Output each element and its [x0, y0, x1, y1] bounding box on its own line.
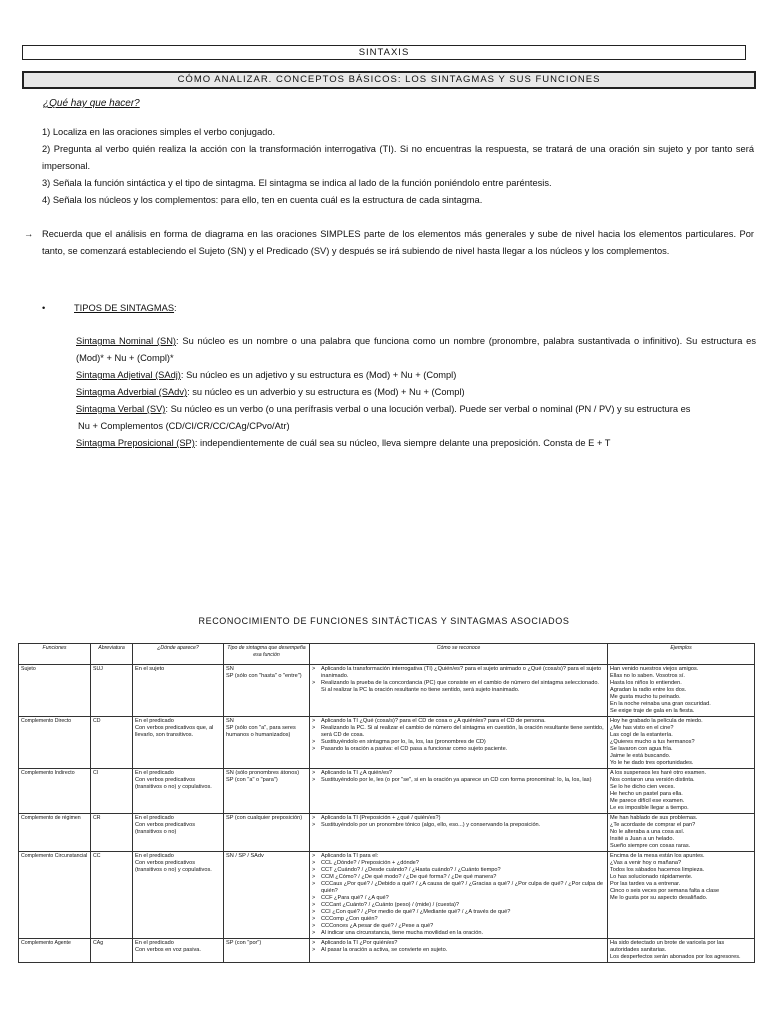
sintagma-definitions [76, 333, 756, 452]
function-cell [19, 939, 91, 963]
cell-line: Jaime le está buscando. [610, 753, 671, 759]
cell-line: SP (sólo con "a", para seres humanos o humanizados) [226, 725, 296, 738]
question-heading: ¿Qué hay que hacer? [43, 98, 140, 109]
how-list [312, 940, 605, 954]
cell-line: ¿Quieres mucho a tus hermanos? [610, 739, 695, 745]
reminder-note [24, 226, 754, 260]
how-list [312, 770, 605, 784]
cell-line: Sujeto [21, 666, 36, 672]
cell-line: Se lavaron con agua fría. [610, 746, 673, 752]
table-row [19, 665, 755, 717]
header-cell: Abreviatura [91, 644, 133, 665]
arrow-icon: → [24, 229, 34, 239]
cell-line: CI [93, 770, 99, 776]
cell-line: > Al pasar la oración a activa, se convierte en sujeto. [312, 947, 605, 954]
cell-line: Me lo gusta por su aspecto desaliñado. [610, 895, 708, 901]
tipo-cell [224, 939, 310, 963]
steps-list [42, 124, 754, 209]
sintagma-desc: : Su núcleo es un nombre o una palabra que funciona como un nombre (pronombre, palabra sustantivada o infinitivo). Su estructura es (Mod)* + Nu + (Compl)* [76, 336, 756, 363]
cell-line: En el predicado [135, 770, 174, 776]
function-cell [19, 769, 91, 814]
cell-line: > CCF ¿Para qué? / ¿A qué? [312, 895, 605, 902]
cell-line: > Aplicando la TI ¿A quién/es? [312, 770, 605, 777]
header-cell: Funciones [19, 644, 91, 665]
document-title: SINTAXIS [22, 45, 746, 60]
table-header-row [19, 644, 755, 665]
cell-line: Complemento Agente [21, 940, 71, 946]
examples-cell [608, 769, 755, 814]
cell-line: Complemento Indirecto [21, 770, 75, 776]
cell-line: > CCConces ¿A pesar de qué? / ¿Pese a qué? [312, 923, 605, 930]
cell-line: CD [93, 718, 101, 724]
examples-cell [608, 665, 755, 717]
cell-line: > Aplicando la TI ¿Por quién/es? [312, 940, 605, 947]
table-row [19, 814, 755, 852]
how-list [312, 666, 605, 694]
sintagma-desc: : independientemente de cuál sea su núcleo, lleva siempre delante una preposición. Consta de E + T [194, 438, 611, 448]
reminder-text: Recuerda que el análisis en forma de diagrama en las oraciones SIMPLES parte de los elementos más generales y sube de nivel hacia los elementos particulares. Por tanto, se comenzará estableciendo el Sujeto (SN) y el Predicado (SV) y después se irá subiendo de nivel hasta llegar a los núcleos y los complementos. [42, 229, 754, 256]
cell-line: Los desperfectos serán abonados por los agresores. [610, 954, 741, 960]
examples-cell [608, 939, 755, 963]
where-cell [133, 939, 224, 963]
sintagma-item [76, 367, 756, 384]
cell-line: No le alteraba a una cosa así. [610, 829, 685, 835]
how-list [312, 853, 605, 937]
where-cell [133, 814, 224, 852]
cell-line: Se exige traje de gala en la fiesta. [610, 708, 695, 714]
sintagma-desc: : Su núcleo es un adjetivo y su estructura es (Mod) + Nu + (Compl) [180, 370, 457, 380]
function-cell [19, 852, 91, 939]
cell-line: > Sustituyéndolo por le, les (o por "se", si en la oración ya aparece un CD con forma pronominal: lo, la, los, las) [312, 777, 605, 784]
examples-cell [608, 814, 755, 852]
sintagma-extra: Nu + Complementos (CD/CI/CR/CC/CAg/CPvo/Atr) [78, 421, 290, 431]
header-cell: ¿Dónde aparece? [133, 644, 224, 665]
cell-line: Lo has solucionado rápidamente. [610, 874, 693, 880]
sintagma-desc: : Su núcleo es un verbo (o una perífrasis verbal o una locución verbal). Puede ser verbal o nominal (PN / PV) y su estructura es [165, 404, 691, 414]
cell-line: En el sujeto [135, 666, 165, 672]
cell-line: CR [93, 815, 101, 821]
sintagma-name: Sintagma Adverbial (SAdv) [76, 387, 188, 397]
tipo-cell [224, 769, 310, 814]
table-row [19, 769, 755, 814]
cell-line: SP (sólo con "hasta" o "entre") [226, 673, 302, 679]
how-cell [310, 852, 608, 939]
cell-line: A los suspensos les haré otro examen. [610, 770, 707, 776]
functions-table [18, 643, 755, 963]
cell-line: Las cogí de la estantería. [610, 732, 673, 738]
table-row [19, 939, 755, 963]
cell-line: > Al indicar una circunstancia, tiene mucha movilidad en la oración. [312, 930, 605, 937]
cell-line: > CCL ¿Dónde? / Preposición + ¿dónde? [312, 860, 605, 867]
tipo-cell [224, 665, 310, 717]
how-cell [310, 939, 608, 963]
header-cell: Tipo de sintagma que desempeña esa función [224, 644, 310, 665]
cell-line: SN / SP / SAdv [226, 853, 264, 859]
cell-line: SP (con "a" o "para") [226, 777, 278, 783]
sintagma-item [76, 333, 756, 367]
examples-cell [608, 717, 755, 769]
cell-line: Complemento Directo [21, 718, 72, 724]
tipo-cell [224, 852, 310, 939]
cell-line: Con verbos predicativos (transitivos o no) y copulativos. [135, 777, 212, 790]
cell-line: Con verbos en voz pasiva. [135, 947, 201, 953]
cell-line: Con verbos predicativos (transitivos o no) [135, 822, 196, 835]
cell-line: > Sustituyéndolo por un pronombre tónico (algo, ello, eso...) y conservando la preposición. [312, 822, 605, 829]
abbr-cell [91, 939, 133, 963]
cell-line: > CCComp ¿Con quién? [312, 916, 605, 923]
cell-line: > Aplicando la TI (Preposición + ¿qué / quién/es?) [312, 815, 605, 822]
tipo-cell [224, 717, 310, 769]
cell-line: Me parece difícil ese examen. [610, 798, 685, 804]
table-title: RECONOCIMIENTO DE FUNCIONES SINTÁCTICAS Y SINTAGMAS ASOCIADOS [198, 616, 570, 626]
cell-line: > CCCant ¿Cuánto? / ¿Cuánto (peso) / (mide) / (cuesta)? [312, 902, 605, 909]
sintagma-item [76, 435, 756, 452]
where-cell [133, 769, 224, 814]
cell-line: Sueño siempre con cosas raras. [610, 843, 691, 849]
cell-line: Me gusta mucho tu peinado. [610, 694, 681, 700]
abbr-cell [91, 769, 133, 814]
cell-line: Ha sido detectado un brote de varicela por las autoridades sanitarias. [610, 940, 725, 953]
cell-line: CC [93, 853, 101, 859]
cell-line: En la noche reinaba una gran oscuridad. [610, 701, 711, 707]
cell-line: ¿Vas a venir hoy o mañana? [610, 860, 682, 866]
step-item: 2) Pregunta al verbo quién realiza la acción con la transformación interrogativa (TI). Si no encuentras la respuesta, se tratará de una oración sin sujeto y por tanto será impersonal. [42, 144, 754, 171]
sintagma-item [76, 384, 756, 401]
cell-line: SN [226, 718, 234, 724]
cell-line: En el predicado [135, 853, 174, 859]
abbr-cell [91, 665, 133, 717]
cell-line: Con verbos predicativos que, al llevarlo, son transitivos. [135, 725, 214, 738]
function-cell [19, 717, 91, 769]
cell-line: > Realizando la PC. Si al realizar el cambio de número del sintagma en cuestión, la oración resultante tiene sentido, será CD de cosa. [312, 725, 605, 739]
cell-line: SP (con cualquier preposición) [226, 815, 303, 821]
cell-line: > Realizando la prueba de la concordancia (PC) que consiste en el cambio de número del sintagma seleccionado. Si al realizar la PC la oración resultante no tiene sentido, será sujeto inanimado. [312, 680, 605, 694]
cell-line: Nos contaron una versión distinta. [610, 777, 695, 783]
how-cell [310, 665, 608, 717]
step-item: 1) Localiza en las oraciones simples el verbo conjugado. [42, 127, 276, 137]
cell-line: SP (con "por") [226, 940, 262, 946]
cell-line: > Pasando la oración a pasiva: el CD pasa a funcionar como sujeto paciente. [312, 746, 605, 753]
cell-line: Complemento de régimen [21, 815, 81, 821]
cell-line: SUJ [93, 666, 103, 672]
sintagma-name: Sintagma Verbal (SV) [76, 404, 166, 414]
table-body [19, 665, 755, 963]
cell-line: Hoy he grabado la película de miedo. [610, 718, 703, 724]
step-item: 3) Señala la función sintáctica y el tipo de sintagma. El sintagma se indica al lado de la función poniéndolo entre paréntesis. [42, 178, 552, 188]
cell-line: SN (sólo pronombres átonos) [226, 770, 300, 776]
function-cell [19, 665, 91, 717]
cell-line: En el predicado [135, 815, 174, 821]
tipos-colon: : [174, 303, 177, 313]
abbr-cell [91, 814, 133, 852]
cell-line: > CCT ¿Cuándo? / ¿Desde cuándo? / ¿Hasta cuándo? / ¿Cuánto tiempo? [312, 867, 605, 874]
cell-line: ¿Me has visto en el cine? [610, 725, 674, 731]
cell-line: Hasta los niños lo entienden. [610, 680, 682, 686]
cell-line: > Aplicando la transformación interrogativa (TI) ¿Quién/es? para el sujeto animado o ¿Qué (cosa/s)? para el sujeto inanimado. [312, 666, 605, 680]
abbr-cell [91, 717, 133, 769]
cell-line: > Aplicando la TI ¿Qué (cosa/s)? para el CD de cosa o ¿A quién/es? para el CD de persona. [312, 718, 605, 725]
header-cell: Ejemplos [608, 644, 755, 665]
cell-line: Agradan la radio entre los dos. [610, 687, 687, 693]
tipos-label: TIPOS DE SINTAGMAS [74, 303, 175, 313]
step-item: 4) Señala los núcleos y los complementos: para ello, ten en cuenta cuál es la estructura de cada sintagma. [42, 195, 483, 205]
where-cell [133, 665, 224, 717]
cell-line: Han venido nuestros viejos amigos. [610, 666, 699, 672]
cell-line: > Aplicando la TI para el: [312, 853, 605, 860]
sintagma-name: Sintagma Preposicional (SP) [76, 438, 195, 448]
bullet-icon: • [42, 303, 46, 313]
cell-line: ¿Te acordaste de comprar el pan? [610, 822, 696, 828]
sintagma-item [76, 401, 756, 435]
cell-line: Insité a Juan a un helado. [610, 836, 675, 842]
cell-line: Todos los sábados hacemos limpieza. [610, 867, 705, 873]
cell-line: Encima de la mesa están los apuntes. [610, 853, 705, 859]
cell-line: Le es imposible llegar a tiempo. [610, 805, 689, 811]
examples-cell [608, 852, 755, 939]
how-cell [310, 814, 608, 852]
cell-line: > CCCaus ¿Por qué? / ¿Debido a qué? / ¿A causa de qué? / ¿Gracias a qué? / ¿Por culpa de qué? / ¿Por culpa de quién? [312, 881, 605, 895]
cell-line: > CCM ¿Cómo? / ¿De qué modo? / ¿De qué forma? / ¿De qué manera? [312, 874, 605, 881]
abbr-cell [91, 852, 133, 939]
cell-line: Con verbos predicativos (transitivos o no) y copulativos. [135, 860, 212, 873]
sintagma-desc: : su núcleo es un adverbio y su estructura es (Mod) + Nu + (Compl) [187, 387, 465, 397]
function-cell [19, 814, 91, 852]
table-row [19, 852, 755, 939]
header-cell: Cómo se reconoce [310, 644, 608, 665]
tipos-heading [42, 300, 177, 317]
how-cell [310, 769, 608, 814]
sintagma-name: Sintagma Nominal (SN) [76, 336, 177, 346]
cell-line: > CCI ¿Con qué? / ¿Por medio de qué? / ¿Mediante qué? / ¿A través de qué? [312, 909, 605, 916]
cell-line: En el predicado [135, 940, 174, 946]
cell-line: Yo le he dado tres oportunidades. [610, 760, 694, 766]
where-cell [133, 852, 224, 939]
cell-line: Ellas no lo saben. Vosotros sí. [610, 673, 685, 679]
cell-line: En el predicado [135, 718, 174, 724]
cell-line: He hecho un pastel para ella. [610, 791, 683, 797]
how-list [312, 718, 605, 753]
cell-line: Me han hablado de sus problemas. [610, 815, 698, 821]
sintagma-name: Sintagma Adjetival (SAdj) [76, 370, 181, 380]
cell-line: > Sustituyéndolo en sintagma por lo, la, los, las (pronombres de CD) [312, 739, 605, 746]
cell-line: CAg [93, 940, 104, 946]
how-cell [310, 717, 608, 769]
tipo-cell [224, 814, 310, 852]
cell-line: Se lo he dicho cien veces. [610, 784, 675, 790]
table-row [19, 717, 755, 769]
how-list [312, 815, 605, 829]
cell-line: Cinco o seis veces por semana falta a clase [610, 888, 720, 894]
cell-line: Por las tardes va a entrenar. [610, 881, 681, 887]
cell-line: SN [226, 666, 234, 672]
where-cell [133, 717, 224, 769]
document-subtitle: CÓMO ANALIZAR. CONCEPTOS BÁSICOS: LOS SINTAGMAS Y SUS FUNCIONES [22, 71, 756, 89]
cell-line: Complemento Circunstancial [21, 853, 88, 859]
